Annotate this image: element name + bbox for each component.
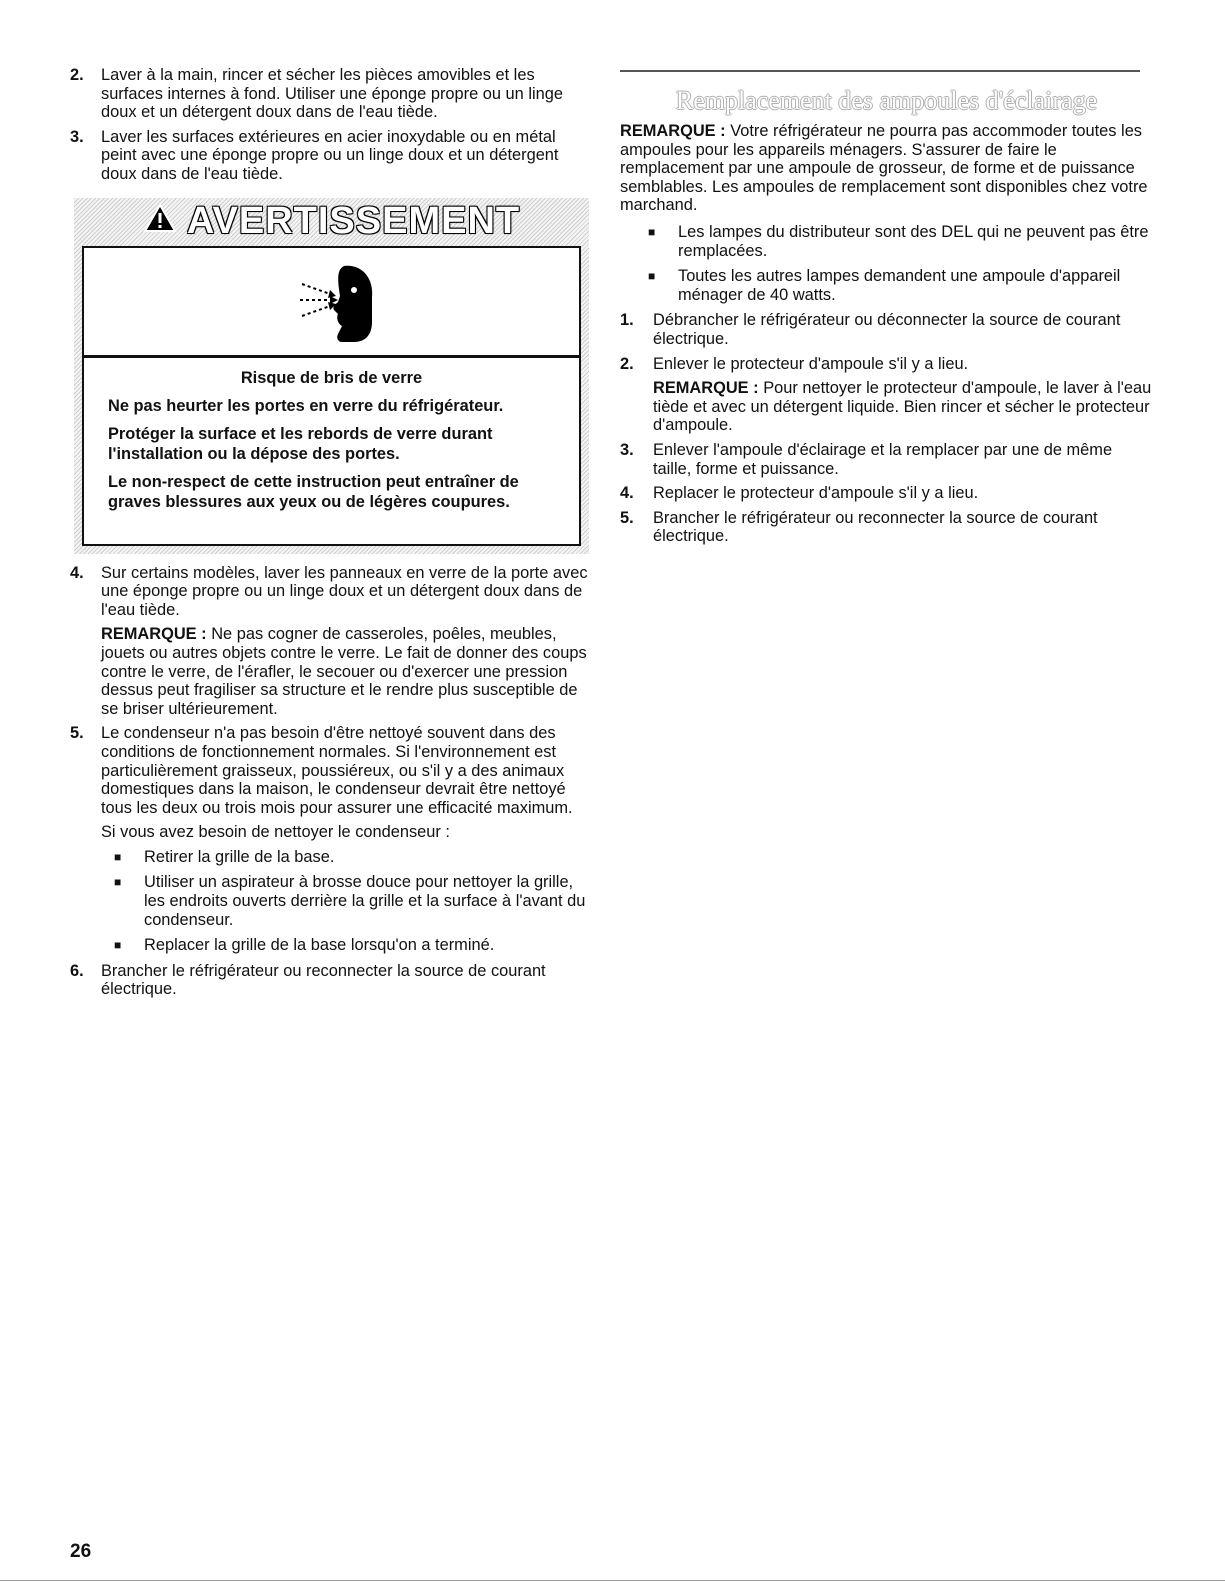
step-number: 5. — [620, 508, 634, 527]
note-label: REMARQUE : — [101, 625, 207, 644]
warning-header — [82, 198, 581, 246]
warning-line: Le non-respect de cette instruction peut entraîner de graves blessures aux yeux ou de légères coupures. — [108, 472, 519, 511]
section-title: Remplacement des ampoules d'éclairage — [675, 86, 1098, 115]
step-text: Enlever l'ampoule d'éclairage et la remplacer par une de même taille, forme et puissance. — [653, 440, 1113, 478]
step-number: 2. — [70, 66, 84, 84]
section-rule — [620, 70, 1140, 72]
bullet-text: Utiliser un aspirateur à brosse douce pour nettoyer la grille, les endroits ouverts derrière la grille et la surface à l'avant du condenseur. — [144, 873, 586, 929]
step-note — [101, 625, 592, 718]
bullet-text: Replacer la grille de la base lorsqu'on a terminé. — [144, 936, 495, 955]
bullet-item — [70, 936, 592, 955]
note-label: REMARQUE : — [620, 122, 726, 140]
list-item — [620, 509, 1153, 546]
list-item — [70, 564, 592, 719]
warning-box — [74, 198, 589, 554]
step-text: Débrancher le réfrigérateur ou déconnecter la source de courant électrique. — [653, 311, 1121, 348]
step-text: Laver à la main, rincer et sécher les pièces amovibles et les surfaces internes à fond. Utiliser une éponge propre ou un linge doux et un détergent doux dans de l'eau tiède. — [101, 66, 563, 122]
step-text: Brancher le réfrigérateur ou reconnecter la source de courant électrique. — [101, 961, 546, 999]
bottom-rule — [0, 1580, 1225, 1581]
step-number: 4. — [620, 484, 634, 503]
step-text: Sur certains modèles, laver les panneaux en verre de la porte avec une éponge propre ou un linge doux et un détergent doux dans de l'eau tiède. — [101, 563, 588, 619]
step-subtext: Si vous avez besoin de nettoyer le condenseur : — [101, 823, 450, 842]
note-label: REMARQUE : — [653, 379, 759, 398]
bullet-text: Les lampes du distributeur sont des DEL qui ne peuvent pas être remplacées. — [678, 222, 1149, 260]
warning-title: AVERTISSEMENT — [186, 200, 521, 243]
step-text: Brancher le réfrigérateur ou reconnecter la source de courant électrique. — [653, 508, 1098, 546]
list-item — [620, 355, 1153, 435]
note-text: Votre réfrigérateur ne pourra pas accommoder toutes les ampoules pour les appareils ménagers. S'assurer de faire le remplacement par une ampoule de grosseur, de forme et de puissance semblables. Les ampoules de remplacement sont disponibles chez votre marchand. — [620, 122, 1148, 215]
list-item — [620, 484, 1153, 503]
list-item — [70, 962, 592, 999]
left-column — [70, 66, 592, 1005]
step-text: Le condenseur n'a pas besoin d'être nettoyé souvent dans des conditions de fonctionnement normales. Si l'environnement est particulièrement graisseux, poussiéreux, ou s'il y a des animaux domestiques dans la maison, le condenseur devrait être nettoyé tous les deux ou trois mois pour assurer une efficacité maximum. — [101, 724, 573, 817]
note-text: Ne pas cogner de casseroles, poêles, meubles, jouets ou autres objets contre le verre. Le fait de donner des coups contre le verre, de l'érafler, le secouer ou d'exercer une pression dessus peut fragiliser sa structure et le rendre plus susceptible de se briser ultérieurement. — [101, 625, 587, 718]
step-text: Enlever le protecteur d'ampoule s'il y a lieu. — [653, 354, 969, 373]
step-number: 4. — [70, 563, 84, 582]
bullet-item — [620, 223, 1153, 260]
step-number: 1. — [620, 311, 634, 330]
step-number: 3. — [70, 127, 84, 146]
bullet-icon: ■ — [648, 224, 656, 239]
bullet-item — [620, 267, 1153, 304]
warning-hazard: Risque de bris de verre — [240, 368, 423, 387]
step-number: 2. — [620, 354, 634, 373]
page-number: 26 — [70, 1541, 92, 1562]
list-item — [70, 128, 592, 184]
step-note — [653, 379, 1153, 435]
warning-line: Ne pas heurter les portes en verre du réfrigérateur. — [108, 396, 504, 415]
warning-line: Protéger la surface et les rebords de verre durant l'installation ou la dépose des portes. — [108, 424, 493, 463]
step-number: 5. — [70, 724, 84, 743]
list-item — [620, 441, 1153, 478]
bullet-icon: ■ — [114, 938, 122, 953]
list-item — [70, 724, 592, 842]
step-number: 3. — [620, 440, 634, 459]
list-item — [620, 311, 1153, 348]
bullet-icon: ■ — [648, 269, 656, 284]
warning-pictogram — [82, 246, 581, 358]
bullet-item — [70, 873, 592, 929]
bullet-text: Retirer la grille de la base. — [144, 847, 335, 866]
warning-triangle-icon — [143, 200, 177, 243]
list-item — [70, 66, 592, 122]
intro-note — [620, 122, 1153, 215]
step-text: Laver les surfaces extérieures en acier inoxydable ou en métal peint avec une éponge propre ou un linge doux et un détergent doux dans de l'eau tiède. — [101, 127, 559, 183]
bullet-icon: ■ — [114, 849, 122, 864]
note-text: Pour nettoyer le protecteur d'ampoule, le laver à l'eau tiède et avec un détergent liquide. Bien rincer et sécher le protecteur d'ampoule. — [653, 379, 1152, 435]
bullet-item — [70, 848, 592, 867]
bullet-icon: ■ — [114, 875, 122, 890]
step-text: Replacer le protecteur d'ampoule s'il y a lieu. — [653, 484, 979, 503]
step-number: 6. — [70, 961, 84, 980]
warning-text — [82, 358, 581, 546]
bullet-text: Toutes les autres lampes demandent une ampoule d'appareil ménager de 40 watts. — [678, 267, 1121, 304]
eye-injury-icon — [292, 260, 382, 346]
